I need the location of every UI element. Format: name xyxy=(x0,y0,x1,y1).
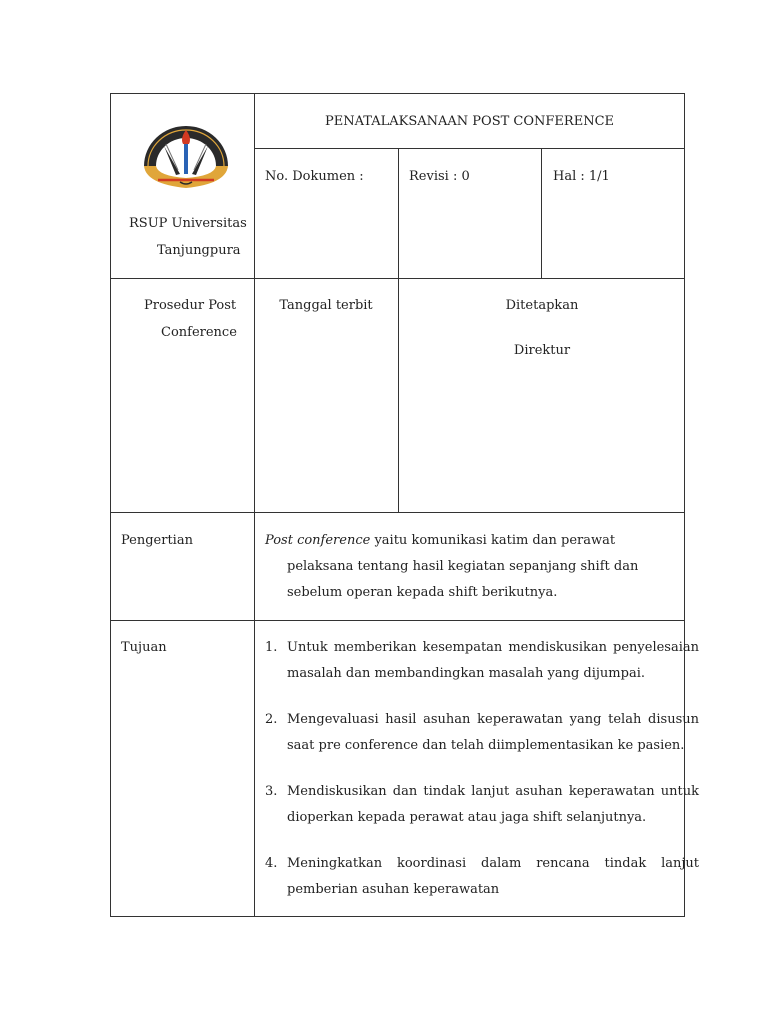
purpose-item-number: 3. xyxy=(265,784,278,799)
doc-number-label: No. Dokumen : xyxy=(265,169,364,184)
row-divider-definition xyxy=(111,620,685,621)
purpose-item-number: 4. xyxy=(265,856,278,871)
approved-label: Ditetapkan xyxy=(505,298,579,313)
definition-text: yaitu komunikasi katim dan perawat pelaksana tentang hasil kegiatan sepanjang shift dan sebelum operan kepada shift berikutnya. xyxy=(287,533,639,600)
column-divider-page xyxy=(541,148,542,278)
column-divider-revision xyxy=(398,148,399,512)
page-label: Hal : 1/1 xyxy=(553,169,610,184)
purpose-item-text: Mengevaluasi hasil asuhan keperawatan yang telah disusun saat pre conference dan telah diimplementasikan ke pasien. xyxy=(287,712,699,753)
director-label: Direktur xyxy=(513,343,571,358)
purpose-item-text: Mendiskusikan dan tindak lanjut asuhan keperawatan untuk dioperkan kepada perawat atau jaga shift selanjutnya. xyxy=(287,784,699,825)
purpose-label: Tujuan xyxy=(121,640,167,655)
issue-date-label: Tanggal terbit xyxy=(279,298,373,313)
purpose-item-text: Meningkatkan koordinasi dalam rencana tindak lanjut pemberian asuhan keperawatan xyxy=(287,856,699,897)
definition-label: Pengertian xyxy=(121,533,193,548)
university-logo-icon xyxy=(136,122,236,192)
row-divider-procedure xyxy=(111,512,685,513)
row-divider-title xyxy=(254,148,685,149)
procedure-name-line-2: Conference xyxy=(161,325,237,340)
definition-paragraph xyxy=(265,528,671,606)
revision-label: Revisi : 0 xyxy=(409,169,470,184)
institution-name-line-1: RSUP Universitas xyxy=(129,216,247,231)
purpose-item-text: Untuk memberikan kesempatan mendiskusikan penyelesaian masalah dan membandingkan masalah yang dijumpai. xyxy=(287,640,699,681)
purpose-list-item xyxy=(265,779,699,831)
column-divider xyxy=(254,94,255,917)
definition-term: Post conference xyxy=(265,533,371,548)
document-title: PENATALAKSANAAN POST CONFERENCE xyxy=(324,114,614,129)
purpose-item-number: 1. xyxy=(265,640,278,655)
procedure-name-line-1: Prosedur Post xyxy=(144,298,237,313)
purpose-list-item xyxy=(265,707,699,759)
purpose-list-item xyxy=(265,851,699,903)
sop-document-table xyxy=(110,93,699,917)
institution-name-line-2: Tanjungpura xyxy=(157,243,241,258)
purpose-item-number: 2. xyxy=(265,712,278,727)
purpose-list-item xyxy=(265,635,699,687)
